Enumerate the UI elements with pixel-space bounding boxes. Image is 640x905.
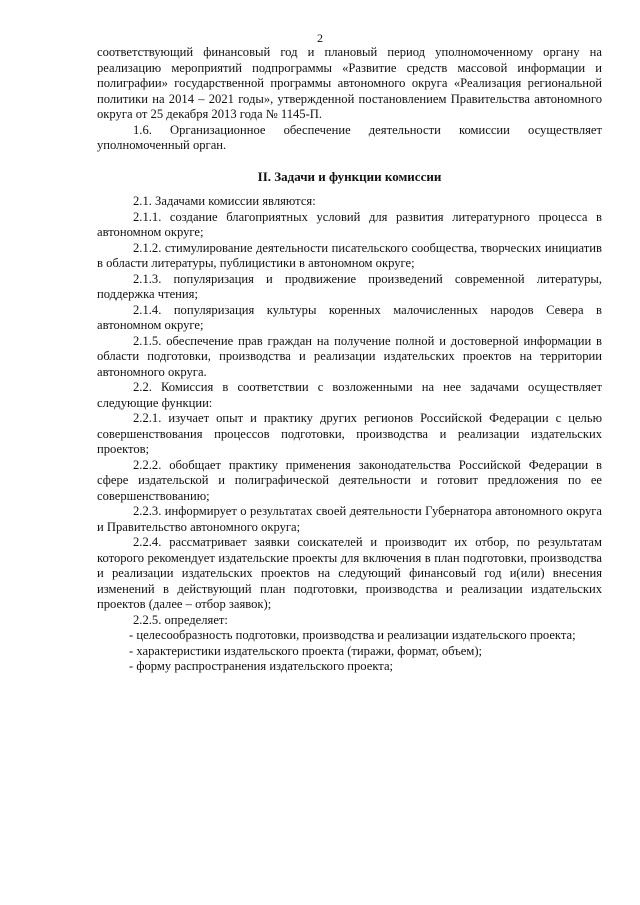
clause-2-2-4: 2.2.4. рассматривает заявки соискателей и производит их отбор, по результатам которого рекомендует издательские проекты для включения в план подготовки, производства и реализации издательских проектов на следующий финансовый год и(или) внесения изменений в действующий план подготовки, производства и реализации издательских проектов (далее – отбор заявок);: [97, 535, 602, 611]
clause-2-1-1: 2.1.1. создание благоприятных условий для развития литературного процесса в автономном округе;: [97, 209, 602, 239]
document-body: [97, 45, 602, 675]
clause-2-2: 2.2. Комиссия в соответствии с возложенными на нее задачами осуществляет следующие функции:: [97, 380, 602, 410]
clause-1-6: 1.6. Организационное обеспечение деятельности комиссии осуществляет уполномоченный орган.: [97, 122, 602, 152]
intro-paragraph: соответствующий финансовый год и плановый период уполномоченному органу на реализацию мероприятий подпрограммы «Развитие средств массовой информации и полиграфии» государственной программы автономного округа «Реализация региональной политики на 2014 – 2021 годы», утвержденной постановлением Правительства автономного округа от 25 декабря 2013 года № 1145-П.: [97, 45, 602, 121]
dash-item: - форму распространения издательского проекта;: [129, 659, 394, 673]
clause-2-1: 2.1. Задачами комиссии являются:: [133, 194, 316, 208]
clause-2-2-3: 2.2.3. информирует о результатах своей деятельности Губернатора автономного округа и Правительство автономного округа;: [97, 504, 602, 534]
page-number: 2: [317, 31, 323, 45]
clause-2-1-4: 2.1.4. популяризация культуры коренных малочисленных народов Севера в автономном округе;: [97, 302, 602, 332]
dash-item: - целесообразность подготовки, производства и реализации издательского проекта;: [129, 628, 576, 642]
dash-item: - характеристики издательского проекта (тиражи, формат, объем);: [129, 643, 483, 658]
section-heading: II. Задачи и функции комиссии: [257, 168, 442, 184]
clause-2-1-3: 2.1.3. популяризация и продвижение произведений современной литературы, поддержка чтения;: [97, 271, 602, 301]
clause-2-2-5: 2.2.5. определяет:: [133, 612, 228, 627]
clause-2-1-5: 2.1.5. обеспечение прав граждан на получение полной и достоверной информации в области подготовки, производства и реализации издательских проектов на территории автономного округа.: [97, 333, 602, 379]
clause-2-1-2: 2.1.2. стимулирование деятельности писательского сообщества, творческих инициатив в области литературы, публицистики в автономном округе;: [97, 240, 602, 270]
clause-2-2-2: 2.2.2. обобщает практику применения законодательства Российской Федерации в сфере издательской и полиграфической деятельности и готовит предложения по ее совершенствованию;: [97, 457, 602, 503]
clause-2-2-1: 2.2.1. изучает опыт и практику других регионов Российской Федерации с целью совершенствования процессов подготовки, производства и реализации издательских проектов;: [97, 411, 602, 456]
